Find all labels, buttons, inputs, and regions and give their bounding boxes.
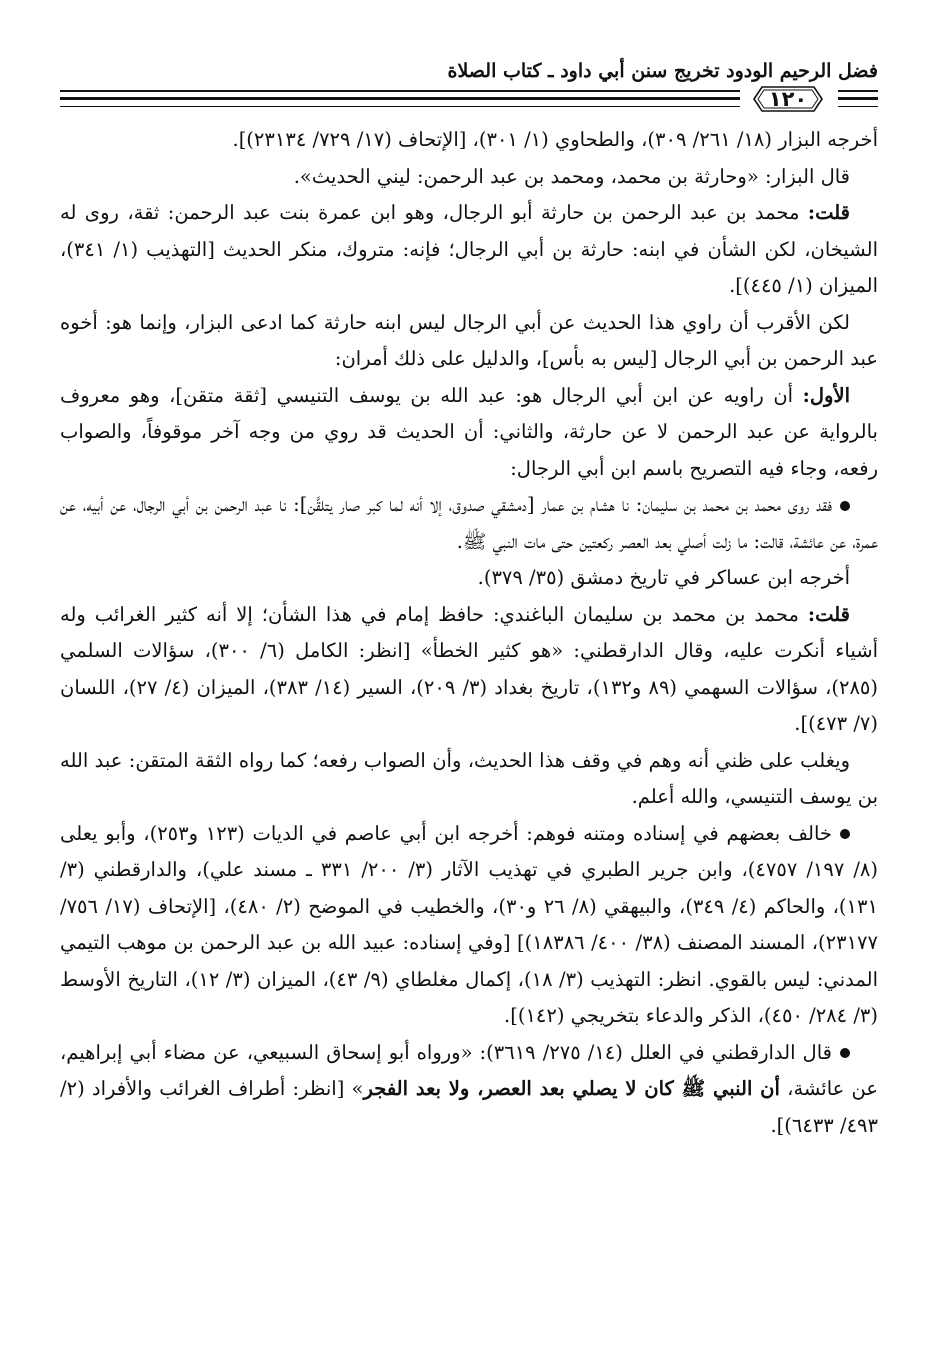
paragraph-lead: قلت: [807,201,850,224]
paragraph: قال البزار: «وحارثة بن محمد، ومحمد بن عبد الرحمن: ليني الحديث». [293,164,850,188]
header-rule-right-top [838,90,878,92]
paragraph: ويغلب على ظني أنه وهم في وقف هذا الحديث، وأن الصواب رفعه؛ كما رواه الثقة المتقن: عبد الله بن يوسف التنيسي، والله أعلم. [60,748,878,808]
bullet-paragraph: فقد روى محمد بن محمد بن سليمان: نا هشام بن عمار [دمشقي صدوق، إلا أنه لما كبر صار يتلقَّن]: نا عبد الرحمن بن أبي الرجال، عن أبيه، عن عمرة، عن عائشة، قالت: ما زلت أصلي بعد العصر ركعتين حتى مات النبي ﷺ. [60,493,878,553]
paragraph: قلت: محمد بن محمد بن سليمان الباغندي: حافظ إمام في هذا الشأن؛ إلا أنه كثير الغرائب وله أشياء أنكرت عليه، وقال الدارقطني: «هو كثير الخطأ» [انظر: الكامل (٦/ ٣٠٠)، سؤالات السلمي (٢٨٥)، سؤالات السهمي (٨٩ و١٣٢)، تاريخ بغداد (٣/ ٢٠٩)، السير (١٤/ ٣٨٣)، الميزان (٤/ ٢٧)، اللسان (٧/ ٤٧٣)]. [60,602,879,735]
bullet-icon [840,829,850,839]
page-number: ١٢٠ [768,87,808,111]
page-number-ornament [748,82,828,116]
header-rule-top [60,90,740,92]
paragraph: لكن الأقرب أن راوي هذا الحديث عن أبي الرجال ليس ابنه حارثة كما ادعى البزار، وإنما هو: أخوه عبد الرحمن بن أبي الرجال [ليس به بأس]، والدليل على ذلك أمران: [60,310,878,370]
paragraph-lead: الأول: [802,383,850,407]
header-rule-bottom [60,106,740,107]
paragraph-lead: قلت: [807,602,850,626]
running-title: فضل الرحيم الودود تخريج سنن أبي داود ـ كتاب الصلاة [447,60,878,82]
paragraph: أخرجه البزار (١٨/ ٢٦١/ ٣٠٩)، والطحاوي (١/ ٣٠١)، [الإتحاف (١٧/ ٧٢٩/ ٢٣١٣٤)]. [232,128,878,151]
page-body [60,122,878,1144]
paragraph: قلت: محمد بن عبد الرحمن بن حارثة أبو الرجال، وهو ابن عمرة بنت عبد الرحمن: ثقة، روى له الشيخان، لكن الشأن في ابنه: حارثة بن أبي الرجال؛ فإنه: متروك، منكر الحديث [التهذيب (١/ ٣٤١)، الميزان (١/ ٤٤٥)]. [60,201,879,297]
header-rule-middle [60,97,740,100]
paragraph: الأول: أن راويه عن ابن أبي الرجال هو: عبد الله بن يوسف التنيسي [ثقة متقن]، وهو معروف بالرواية عن عبد الرحمن لا عن حارثة، والثاني: أن الحديث قد روي من وجه آخر موقوفاً، والصواب رفعه، وجاء فيه التصريح باسم ابن أبي الرجال: [60,383,878,480]
paragraph: أخرجه ابن عساكر في تاريخ دمشق (٣٥/ ٣٧٩). [477,566,850,589]
header-rule-right-middle [838,97,878,100]
bullet-icon [840,501,850,511]
header-rule-right-bottom [838,106,878,107]
bullet-paragraph: قال الدارقطني في العلل (١٤/ ٢٧٥/ ٣٦١٩): «ورواه أبو إسحاق السبيعي، عن مضاء أبي إبراهيم، عن عائشة، أن النبي ﷺ كان لا يصلي بعد العصر، ولا بعد الفجر» [انظر: أطراف الغرائب والأفراد (٢/ ٤٩٣/ ٦٤٣٣)]. [60,1040,879,1137]
emphasized-quote: أن النبي ﷺ كان لا يصلي بعد العصر، ولا بعد الفجر [363,1077,780,1100]
bullet-paragraph: خالف بعضهم في إسناده ومتنه فوهم: أخرجه ابن أبي عاصم في الديات (١٢٣ و٢٥٣)، وأبو يعلى (٨/ ١٩٧/ ٤٧٥٧)، وابن جرير الطبري في تهذيب الآثار (٣/ ٢٠٠/ ٣٣١ ـ مسند علي)، والدارقطني (٣/ ١٣١)، والحاكم (٤/ ٣٤٩)، والبيهقي (٨/ ٢٦ و٣٠)، والخطيب في الموضح (٢/ ٤٨٠)، [الإتحاف (١٧/ ٧٥٦/ ٢٣١٧٧)، المسند المصنف (٣٨/ ٤٠٠/ ١٨٣٨٦)] [وفي إسناده: عبيد الله بن عبد الرحمن بن موهب التيمي المدني: ليس بالقوي. انظر: التهذيب (٣/ ١٨)، إكمال مغلطاي (٩/ ٤٣)، الميزان (٣/ ١٢)، التاريخ الأوسط (٣/ ٢٨٤/ ٤٥٠)، الذكر والدعاء بتخريجي (١٤٢)]. [60,821,879,1027]
bullet-icon [840,1048,850,1058]
